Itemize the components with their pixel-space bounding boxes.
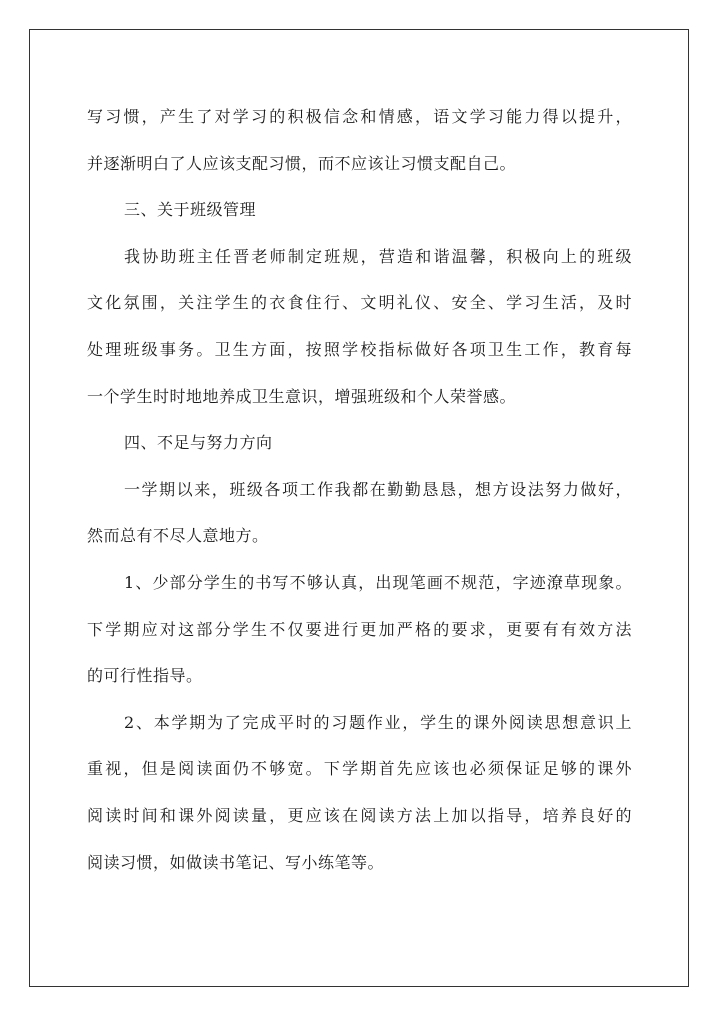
text-line: 1、少部分学生的书写不够认真，出现笔画不规范，字迹潦草现象。 [124,572,632,592]
text-line: 我协助班主任晋老师制定班规，营造和谐温馨，积极向上的班级 [124,246,632,266]
text-line: 2、本学期为了完成平时的习题作业，学生的课外阅读思想意识上 [124,712,632,732]
section-heading: 四、不足与努力方向 [124,433,273,453]
text-line: 的可行性指导。 [87,666,203,686]
text-line: 重视，但是阅读面仍不够宽。下学期首先应该也必须保证足够的课外 [87,759,632,779]
text-line: 并逐渐明白了人应该支配习惯，而不应该让习惯支配自己。 [87,153,517,173]
text-line: 阅读习惯，如做读书笔记、写小练笔等。 [87,852,385,872]
text-line: 阅读时间和课外阅读量，更应该在阅读方法上加以指导，培养良好的 [87,805,632,825]
document-body [87,94,632,886]
text-line: 下学期应对这部分学生不仅要进行更加严格的要求，更要有有效方法 [87,619,632,639]
text-line: 一个学生时时地地养成卫生意识，增强班级和个人荣誉感。 [87,386,517,406]
text-line: 一学期以来，班级各项工作我都在勤勤恳恳，想方设法努力做好， [124,479,632,499]
section-heading: 三、关于班级管理 [124,200,257,220]
text-line: 文化氛围，关注学生的衣食住行、文明礼仪、安全、学习生活，及时 [87,293,632,313]
text-line: 然而总有不尽人意地方。 [87,526,269,546]
text-line: 处理班级事务。卫生方面，按照学校指标做好各项卫生工作，教育每 [87,339,632,359]
text-line: 写习惯，产生了对学习的积极信念和情感，语文学习能力得以提升， [87,107,632,126]
